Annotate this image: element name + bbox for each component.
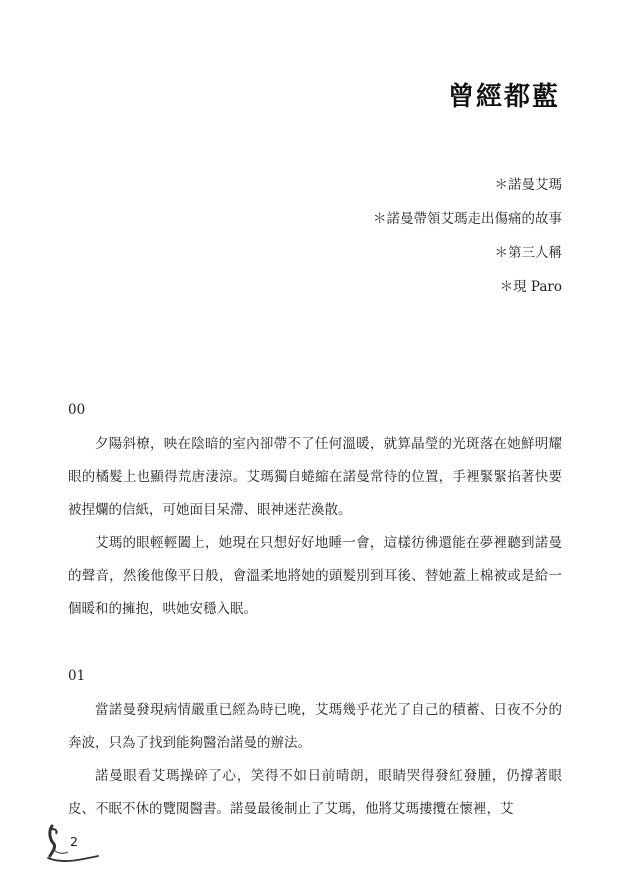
story-tags: [373, 168, 562, 304]
section-01-paragraph-1: 當諾曼發現病情嚴重已經為時已晚，艾瑪幾乎花光了自己的積蓄、日夜不分的奔波，只為了找到能夠醫治諾曼的辦法。: [68, 702, 562, 751]
section-00-paragraph-2: 艾瑪的眼輕輕闔上，她現在只想好好地睡一會，這樣彷彿還能在夢裡聽到諾曼的聲音，然後他像平日般，會溫柔地將她的頭髮別到耳後、替她蓋上棉被或是給一個暖和的擁抱，哄她安穩入眠。: [68, 535, 562, 617]
section-01-paragraph-2: 諾曼眼看艾瑪操碎了心，笑得不如日前晴朗，眼睛哭得發紅發腫，仍撐著眼皮、不眠不休的覽閱醫書。諾曼最後制止了艾瑪，他將艾瑪摟攬在懷裡，艾: [68, 768, 562, 817]
tag-setting: ＊現 Paro: [499, 279, 562, 295]
section-00-label: 00: [68, 402, 86, 418]
page-title: 曾經都藍: [447, 82, 560, 112]
tag-summary: ＊諾曼帶領艾瑪走出傷痛的故事: [373, 211, 562, 227]
section-00-paragraph-1: 夕陽斜橑，映在陰暗的室內卻帶不了任何溫暖，就算晶瑩的光斑落在她鮮明耀眼的橘髮上也顯得荒唐淒涼。艾瑪獨自蜷縮在諾曼常待的位置，手裡緊緊掐著快要被捏爛的信紙，可她面目呆滯、眼神迷茫渙散。: [68, 436, 562, 518]
tag-pairing: ＊諾曼艾瑪: [494, 177, 562, 193]
page-number: 2: [70, 834, 78, 849]
section-01-label: 01: [68, 668, 86, 684]
tag-pov: ＊第三人稱: [494, 245, 562, 261]
